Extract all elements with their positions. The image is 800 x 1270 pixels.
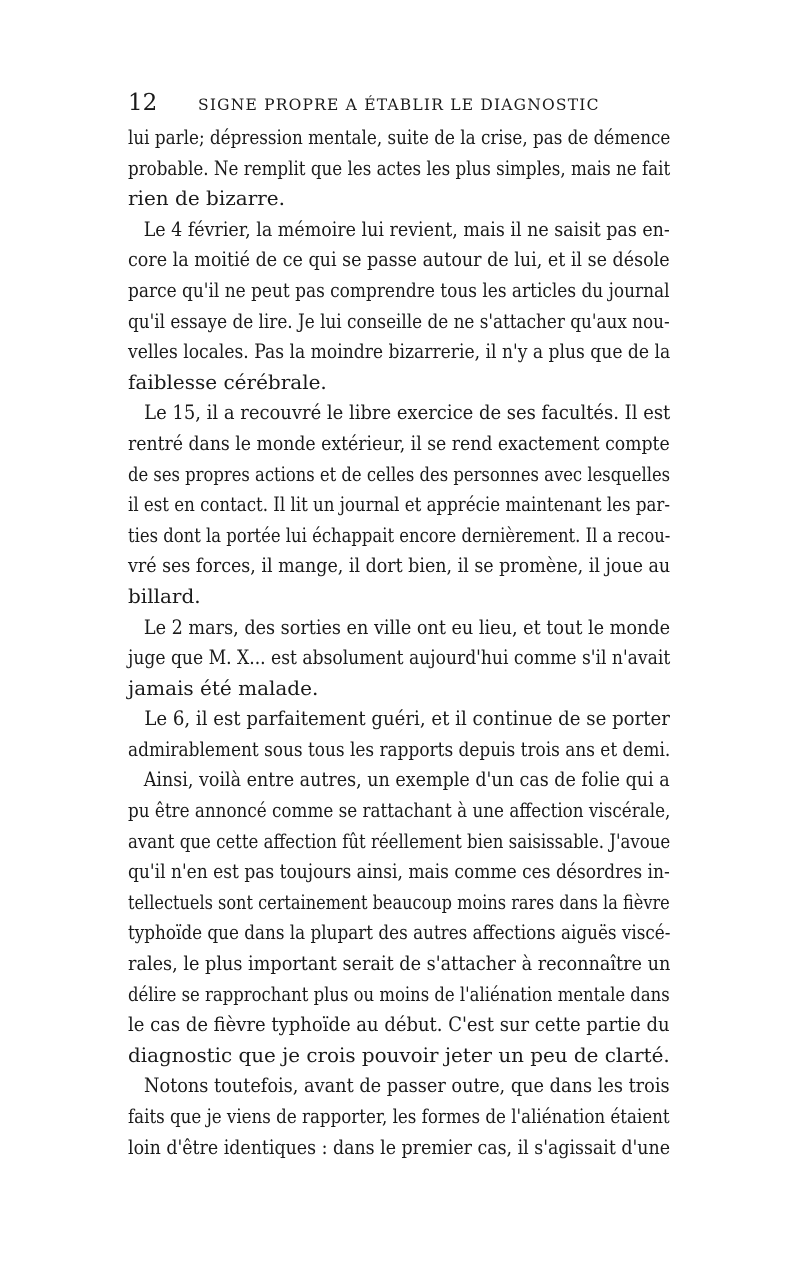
text-line: core la moitié de ce qui se passe autour de lui, et il se désole xyxy=(128,247,670,272)
text-line: parce qu'il ne peut pas comprendre tous les articles du journal xyxy=(128,277,670,302)
text-line: il est en contact. Il lit un journal et apprécie maintenant les par- xyxy=(128,492,670,517)
text-line: jamais été malade. xyxy=(128,675,319,700)
text-line: juge que M. X... est absolument aujourd'hui comme s'il n'avait xyxy=(128,645,671,670)
text-line: ties dont la portée lui échappait encore dernièrement. Il a recou- xyxy=(128,522,671,547)
text-line: lui parle; dépression mentale, suite de la crise, pas de démence xyxy=(128,125,671,149)
text-line: pu être annoncé comme se rattachant à une affection viscérale, xyxy=(128,798,671,823)
text-line: avant que cette affection fût réellement bien saisissable. J'avoue xyxy=(128,828,671,853)
paragraph xyxy=(128,214,670,398)
text-line: loin d'être identiques : dans le premier cas, il s'agissait d'une xyxy=(128,1134,671,1159)
paragraph xyxy=(128,612,670,704)
text-line: Le 6, il est parfaitement guéri, et il continue de se porter xyxy=(144,706,670,731)
text-line: faits que je viens de rapporter, les formes de l'aliénation étaient xyxy=(128,1104,670,1128)
text-line: qu'il n'en est pas toujours ainsi, mais comme ces désordres in- xyxy=(128,859,670,884)
text-line: probable. Ne remplit que les actes les plus simples, mais ne fait xyxy=(128,155,671,180)
text-line: Ainsi, voilà entre autres, un exemple d'un cas de folie qui a xyxy=(143,767,670,792)
text-line: diagnostic que je crois pouvoir jeter un peu de clarté. xyxy=(128,1042,670,1067)
book-page xyxy=(128,90,670,1162)
paragraph xyxy=(128,764,670,1070)
text-line: Le 15, il a recouvré le libre exercice de ses facultés. Il est xyxy=(144,400,671,425)
text-line: qu'il essaye de lire. Je lui conseille de ne s'attacher qu'aux nou- xyxy=(128,308,670,333)
text-line: tellectuels sont certainement beaucoup moins rares dans la fièvre xyxy=(128,889,670,914)
text-line: rien de bizarre. xyxy=(128,186,286,211)
text-line: de ses propres actions et de celles des personnes avec lesquelles xyxy=(128,461,671,486)
text-line: délire se rapprochant plus ou moins de l'aliénation mentale dans xyxy=(128,981,670,1006)
text-line: velles locales. Pas la moindre bizarrerie, il n'y a plus que de la xyxy=(128,339,671,364)
text-line: rentré dans le monde extérieur, il se rend exactement compte xyxy=(128,430,670,455)
text-line: faiblesse cérébrale. xyxy=(128,369,327,394)
text-line: Notons toutefois, avant de passer outre, que dans les trois xyxy=(143,1073,670,1098)
text-line: billard. xyxy=(128,583,201,608)
text-line: vré ses forces, il mange, il dort bien, il se promène, il joue au xyxy=(128,553,671,578)
paragraph xyxy=(128,1070,670,1162)
paragraph xyxy=(128,397,670,611)
text-line: rales, le plus important serait de s'attacher à reconnaître un xyxy=(128,951,671,976)
text-line: admirablement sous tous les rapports depuis trois ans et demi. xyxy=(128,736,671,761)
text-line: le cas de fièvre typhoïde au début. C'est sur cette partie du xyxy=(128,1012,670,1037)
body-text xyxy=(128,122,670,1162)
running-title: SIGNE PROPRE A ÉTABLIR LE DIAGNOSTIC xyxy=(198,96,600,114)
running-head xyxy=(128,90,670,118)
paragraph xyxy=(128,122,670,214)
text-line: Le 4 février, la mémoire lui revient, mais il ne saisit pas en- xyxy=(143,216,670,241)
text-line: typhoïde que dans la plupart des autres affections aiguës viscé- xyxy=(128,920,671,945)
page-number: 12 xyxy=(128,90,158,116)
text-line: Le 2 mars, des sorties en ville ont eu lieu, et tout le monde xyxy=(143,614,671,639)
paragraph xyxy=(128,703,670,764)
